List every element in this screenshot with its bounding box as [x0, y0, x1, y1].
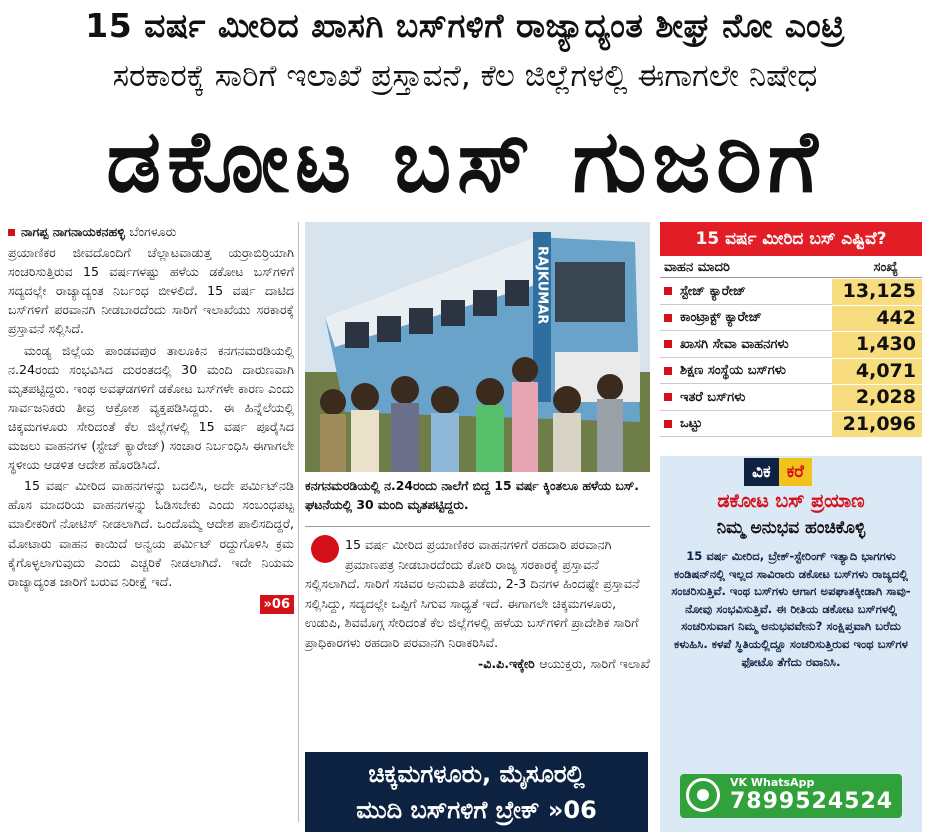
headline-main: ಡಕೋಟ ಬಸ್ ಗುಜರಿಗೆ: [106, 112, 824, 212]
bullet-icon: [664, 393, 672, 401]
quote-icon: [311, 535, 339, 563]
row-value: 4,071: [832, 359, 922, 385]
article-paragraph: ಪ್ರಯಾಣಿಕರ ಜೀವದೊಂದಿಗೆ ಚೆಲ್ಲಾಟವಾಡುತ್ತ ಯರ್ರಾಬಿರ್ರಿಯಾಗಿ ಸಂಚರಿಸುತ್ತಿರುವ 15 ವರ್ಷಗಳಷ್ಟು ಹಳೆಯ ಡಕೋಟ ಬಸ್‌ಗಳಿಗೆ ಸದ್ಯದಲ್ಲೇ ರಾಜ್ಯಾದ್ಯಂತ ನಿರ್ಬಂಧ ಬೀಳಲಿದೆ. 15 ವರ್ಷ ದಾಟಿದ ಬಸ್‌ಗಳಿಗೆ ಪರವಾನಗಿ ನೀಡಬಾರದೆಂದು ಸಾರಿಗೆ ಇಲಾಖೆಯು ಸರಕಾರಕ್ಕೆ ಪ್ರಸ್ತಾವನೆ ಸಲ್ಲಿಸಿದೆ.: [8, 245, 294, 337]
byline: [8, 222, 294, 241]
column-divider: [298, 222, 299, 822]
quote-text: 15 ವರ್ಷ ಮೀರಿದ ಪ್ರಯಾಣಿಕರ ವಾಹನಗಳಿಗೆ ರಹದಾರಿ ಪರವಾನಗಿ ಪ್ರಮಾಣಪತ್ರ ನೀಡಬಾರದೆಂದು ಕೋರಿ ರಾಜ್ಯ ಸರಕಾರಕ್ಕೆ ಪ್ರಸ್ತಾವನೆ ಸಲ್ಲಿಸಲಾಗಿದೆ. ಸಾರಿಗೆ ಸಚಿವರ ಅನುಮತಿ ಪಡೆದು, 2-3 ದಿನಗಳ ಹಿಂದಷ್ಟೇ ಪ್ರಸ್ತಾವನೆ ಸಲ್ಲಿಸಿದ್ದು, ಸದ್ಯದಲ್ಲೇ ಒಪ್ಪಿಗೆ ಸಿಗುವ ಸಾಧ್ಯತೆ ಇದೆ. ಈಗಾಗಲೇ ಚಿಕ್ಕಮಗಳೂರು, ಉಡುಪಿ, ಶಿವಮೊಗ್ಗ ಸೇರಿದಂತೆ ಕೆಲ ಜಿಲ್ಲೆಗಳಲ್ಲಿ ಹಳೆಯ ಬಸ್‌ಗಳಿಗೆ ಪ್ರಾದೇಶಿಕ ಸಾರಿಗೆ ಪ್ರಾಧಿಕಾರಗಳು ರಹದಾರಿ ಪರವಾನಗಿ ನಿರಾಕರಿಸಿವೆ.: [305, 537, 640, 650]
logo-part-a: ವಿಕ: [744, 458, 779, 486]
row-value: 13,125: [832, 279, 922, 305]
table-row-total: [660, 412, 922, 438]
headline-kicker: 15 ವರ್ಷ ಮೀರಿದ ಖಾಸಗಿ ಬಸ್‌ಗಳಿಗೆ ರಾಜ್ಯಾದ್ಯಂತ ಶೀಘ್ರ ನೋ ಎಂಟ್ರಿ: [85, 6, 845, 45]
bullet-icon: [664, 314, 672, 322]
related-story-box[interactable]: [305, 752, 648, 832]
row-value: 442: [832, 306, 922, 332]
bullet-icon: [664, 287, 672, 295]
whatsapp-icon: [686, 778, 720, 812]
article-column: [8, 222, 294, 822]
news-photo: [305, 222, 650, 472]
whatsapp-number: 7899524524: [730, 789, 894, 814]
quote-attribution: [305, 654, 650, 674]
col-header-type: ವಾಹನ ಮಾದರಿ: [664, 260, 730, 275]
table-header: [660, 256, 922, 278]
row-value: 1,430: [832, 332, 922, 358]
row-label: ಕಾಂಟ್ರಾಕ್ಟ್ ಕ್ಯಾರೇಜ್: [680, 310, 762, 326]
table-row: [660, 306, 922, 332]
row-label: ಇತರೆ ಬಸ್‌ಗಳು: [680, 389, 746, 405]
callout-body: 15 ವರ್ಷ ಮೀರಿದ, ಬ್ರೇಕ್-ಸ್ಟೇರಿಂಗ್ ಇತ್ಯಾದಿ ಭಾಗಗಳು ಕಂಡಿಷನ್‌ನಲ್ಲಿ ಇಲ್ಲದ ಸಾವಿರಾರು ಡಕೋಟ ಬಸ್‌ಗಳು ರಾಜ್ಯದಲ್ಲಿ ಸಂಚರಿಸುತ್ತಿವೆ. ಇಂಥ ಬಸ್‌ಗಳು ಆಗಾಗ ಅಪಘಾತಕ್ಕೀಡಾಗಿ ಸಾವು-ನೋವು ಸಂಭವಿಸುತ್ತಿವೆ. ಈ ರೀತಿಯ ಡಕೋಟ ಬಸ್‌ಗಳಲ್ಲಿ ಸಂಚರಿಸುವಾಗ ನಿಮ್ಮ ಅನುಭವವೇನು? ಸಂಕ್ಷಿಪ್ತವಾಗಿ ಬರೆದು ಕಳುಹಿಸಿ. ಕಳಪೆ ಸ್ಥಿತಿಯಲ್ಲಿದ್ದೂ ಸಂಚರಿಸುತ್ತಿರುವ ಇಂಥ ಬಸ್‌ಗಳ ಫೋಟೊ ತೆಗೆದು ರವಾನಿಸಿ.: [671, 549, 911, 669]
table-row: [660, 359, 922, 385]
quote-author: -ವಿ.ಪಿ.ಇಕ್ಕೇರಿ: [477, 656, 535, 671]
bullet-icon: [664, 340, 672, 348]
vk-kare-logo: [744, 458, 812, 486]
stats-table: [660, 222, 922, 446]
bullet-icon: [8, 229, 15, 236]
quote-role: ಆಯುಕ್ತರು, ಸಾರಿಗೆ ಇಲಾಖೆ: [539, 656, 650, 671]
official-quote: [305, 526, 650, 674]
table-row: [660, 332, 922, 358]
whatsapp-label: VK WhatsApp: [730, 776, 815, 789]
bus-sign: RAJKUMAR: [534, 246, 550, 325]
photo-caption: ಕನಗನಮರಡಿಯಲ್ಲಿ ನ.24ರಂದು ನಾಲೆಗೆ ಬಿದ್ದ 15 ವರ್ಷ ಕ್ಕಿಂತಲೂ ಹಳೆಯ ಬಸ್. ಘಟನೆಯಲ್ಲಿ 30 ಮಂದಿ ಮೃತಪಟ್ಟಿದ್ದರು.: [305, 478, 640, 512]
table-row: [660, 279, 922, 305]
related-story-line2: ಮುದಿ ಬಸ್‌ಗಳಿಗೆ ಬ್ರೇಕ್ »06: [356, 796, 597, 824]
bus-crowd-illustration: [305, 222, 650, 472]
related-story-line1: ಚಿಕ್ಕಮಗಳೂರು, ಮೈಸೂರಲ್ಲಿ: [368, 760, 585, 788]
article-paragraph: 15 ವರ್ಷ ಮೀರಿದ ವಾಹನಗಳನ್ನು ಬದಲಿಸಿ, ಅದೇ ಪರ್ಮಿಟ್‌ನಡಿ ಹೊಸ ಮಾದರಿಯ ವಾಹನಗಳನ್ನು ಓಡಿಸಬೇಕು ಎಂದು ಸಂಬಂಧಪಟ್ಟ ಮಾಲೀಕರಿಗೆ ನೋಟಿಸ್ ನೀಡಲಾಗಿದೆ. ಒಂದೊಮ್ಮೆ ಆದೇಶ ಪಾಲಿಸದಿದ್ದರೆ, ಮೋಟಾರು ವಾಹನ ಕಾಯಿದೆ ಅನ್ವಯ ಪರ್ಮಿಟ್ ರದ್ದುಗೊಳಿಸಿ ಕ್ರಮ ಕೈಗೊಳ್ಳಲಾಗುವುದು ಎಂದು ಎಚ್ಚರಿಕೆ ನೀಡಲಾಗಿದೆ. ಇದೇ ನಿಯಮ ರಾಜ್ಯಾದ್ಯಂತ ಜಾರಿಗೆ ಬರುವ ನಿರೀಕ್ಷೆ ಇದೆ.: [8, 478, 294, 589]
byline-city: ಬೆಂಗಳೂರು: [129, 224, 177, 239]
row-label: ಶಿಕ್ಷಣ ಸಂಸ್ಥೆಯ ಬಸ್‌ಗಳು: [680, 363, 786, 379]
callout-title: ಡಕೋಟ ಬಸ್ ಪ್ರಯಾಣ: [717, 490, 865, 512]
byline-name: ನಾಗಪ್ಪ ನಾಗನಾಯಕನಹಳ್ಳಿ: [21, 224, 125, 239]
headline-subhead: ಸರಕಾರಕ್ಕೆ ಸಾರಿಗೆ ಇಲಾಖೆ ಪ್ರಸ್ತಾವನೆ, ಕೆಲ ಜಿಲ್ಲೆಗಳಲ್ಲಿ ಈಗಾಗಲೇ ನಿಷೇಧ: [112, 58, 818, 94]
callout-subtitle: ನಿಮ್ಮ ಅನುಭವ ಹಂಚಿಕೊಳ್ಳಿ: [716, 518, 866, 538]
continued-link[interactable]: »06: [260, 595, 295, 614]
bullet-icon: [664, 367, 672, 375]
table-title: 15 ವರ್ಷ ಮೀರಿದ ಬಸ್ ಎಷ್ಟಿವೆ?: [660, 222, 922, 256]
table-row: [660, 385, 922, 411]
row-value: 21,096: [832, 412, 922, 438]
reader-callout-box: [660, 456, 922, 832]
row-label: ಖಾಸಗಿ ಸೇವಾ ವಾಹನಗಳು: [680, 336, 789, 352]
whatsapp-contact[interactable]: [680, 774, 902, 818]
article-paragraph: ಮಂಡ್ಯ ಜಿಲ್ಲೆಯ ಪಾಂಡವಪುರ ತಾಲೂಕಿನ ಕನಗನಮರಡಿಯಲ್ಲಿ ನ.24ರಂದು ಸಂಭವಿಸಿದ ದುರಂತದಲ್ಲಿ 30 ಮಂದಿ ದಾರುಣವಾಗಿ ಮೃತಪಟ್ಟಿದ್ದರು. ಇಂಥ ಅವಘಡಗಳಿಗೆ ಡಕೋಟ ಬಸ್‌ಗಳೇ ಕಾರಣ ಎಂದು ಸಾರ್ವಜನಿಕರು ತೀವ್ರ ಆಕ್ರೋಶ ವ್ಯಕ್ತಪಡಿಸಿದ್ದರು. ಈ ಹಿನ್ನೆಲೆಯಲ್ಲಿ ಚಿಕ್ಕಮಗಳೂರು ಸೇರಿದಂತೆ ಕೆಲ ಜಿಲ್ಲೆಗಳಲ್ಲಿ 15 ವರ್ಷ ಪೂರೈಸಿದ ಮಜಲು ವಾಹನಗಳ (ಸ್ಟೇಜ್ ಕ್ಯಾರೇಜ್) ಸಂಚಾರ ನಿರ್ಬಂಧಿಸಿ ಈಗಾಗಲೇ ಸ್ಥಳೀಯ ಆಡಳಿತ ಆದೇಶ ಹೊರಡಿಸಿದೆ.: [8, 342, 294, 473]
row-label: ಒಟ್ಟು: [680, 416, 703, 432]
bullet-icon: [664, 420, 672, 428]
col-header-count: ಸಂಖ್ಯೆ: [873, 260, 898, 275]
row-label: ಸ್ಟೇಜ್ ಕ್ಯಾರೇಜ್: [680, 283, 746, 299]
row-value: 2,028: [832, 385, 922, 411]
logo-part-b: ಕರೆ: [779, 458, 812, 486]
